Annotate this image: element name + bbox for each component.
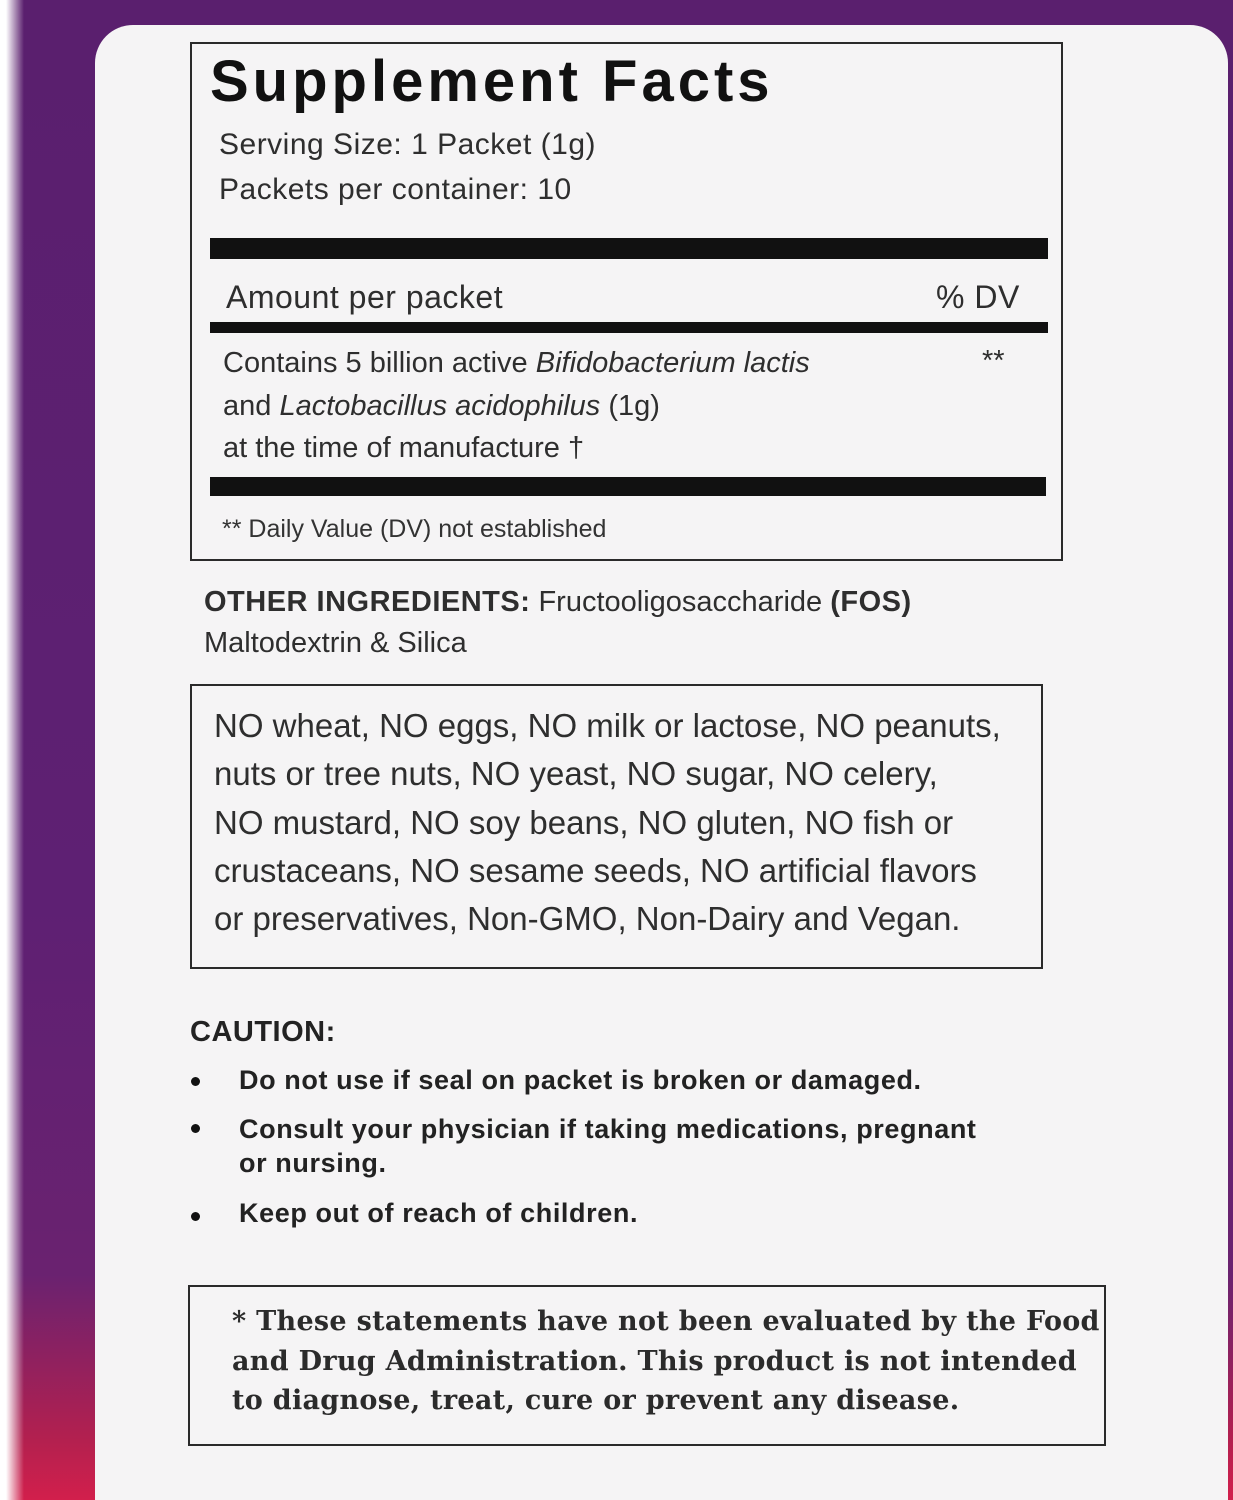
allergen-line: NO mustard, NO soy beans, NO gluten, NO fish or — [214, 803, 954, 841]
allergen-line: crustaceans, NO sesame seeds, NO artificial flavors — [214, 851, 977, 889]
dv-header: % DV — [936, 279, 1020, 315]
content-text: (1g) — [600, 390, 660, 422]
caution-item-3: Keep out of reach of children. — [239, 1198, 639, 1228]
bullet-icon — [191, 1077, 200, 1086]
amount-per-packet-header: Amount per packet — [226, 279, 504, 315]
fos-abbreviation: (FOS) — [830, 586, 912, 618]
caution-item-2-line-1: Consult your physician if taking medications, pregnant — [239, 1114, 977, 1144]
content-text: and — [223, 390, 280, 422]
allergen-statement — [214, 702, 1024, 943]
thick-divider-bottom — [210, 477, 1046, 496]
medium-divider — [210, 322, 1048, 333]
other-ingredients-text: Fructooligosaccharide — [530, 586, 831, 618]
strain-name-bifidobacterium: Bifidobacterium lactis — [535, 347, 810, 379]
fda-disclaimer-line: to diagnose, treat, cure or prevent any disease. — [232, 1385, 960, 1416]
other-ingredients — [204, 582, 912, 664]
dv-footnote: ** Daily Value (DV) not established — [222, 515, 607, 543]
serving-size: Serving Size: 1 Packet (1g) — [219, 128, 597, 161]
dv-value: ** — [982, 345, 1005, 377]
caution-item-2-line-2: or nursing. — [239, 1148, 387, 1178]
fda-disclaimer-line: and Drug Administration. This product is not intended — [232, 1345, 1077, 1377]
content-text: Contains 5 billion active — [223, 347, 536, 379]
allergen-line: NO wheat, NO eggs, NO milk or lactose, NO peanuts, — [214, 707, 1001, 744]
probiotic-content-line-1 — [223, 342, 810, 384]
fda-disclaimer — [232, 1302, 1100, 1421]
allergen-line: or preservatives, Non-GMO, Non-Dairy and Vegan. — [214, 900, 961, 938]
other-ingredients-line-1 — [204, 582, 912, 623]
other-ingredients-line-2: Maltodextrin & Silica — [204, 627, 467, 659]
supplement-facts-title: Supplement Facts — [210, 49, 774, 114]
packets-per-container: Packets per container: 10 — [219, 173, 572, 206]
probiotic-content-line-2 — [223, 385, 660, 427]
strain-name-lactobacillus: Lactobacillus acidophilus — [279, 390, 601, 422]
allergen-line: nuts or tree nuts, NO yeast, NO sugar, NO celery, — [214, 755, 938, 793]
caution-heading: CAUTION: — [190, 1016, 336, 1048]
thick-divider-top — [210, 238, 1048, 259]
other-ingredients-label: OTHER INGREDIENTS: — [204, 586, 531, 618]
caution-item-1: Do not use if seal on packet is broken or damaged. — [239, 1065, 922, 1095]
probiotic-content-line-3: at the time of manufacture † — [223, 432, 585, 464]
bullet-icon — [191, 1212, 200, 1221]
bullet-icon — [191, 1124, 200, 1133]
fda-disclaimer-line: * These statements have not been evaluated by the Food — [232, 1306, 1100, 1337]
